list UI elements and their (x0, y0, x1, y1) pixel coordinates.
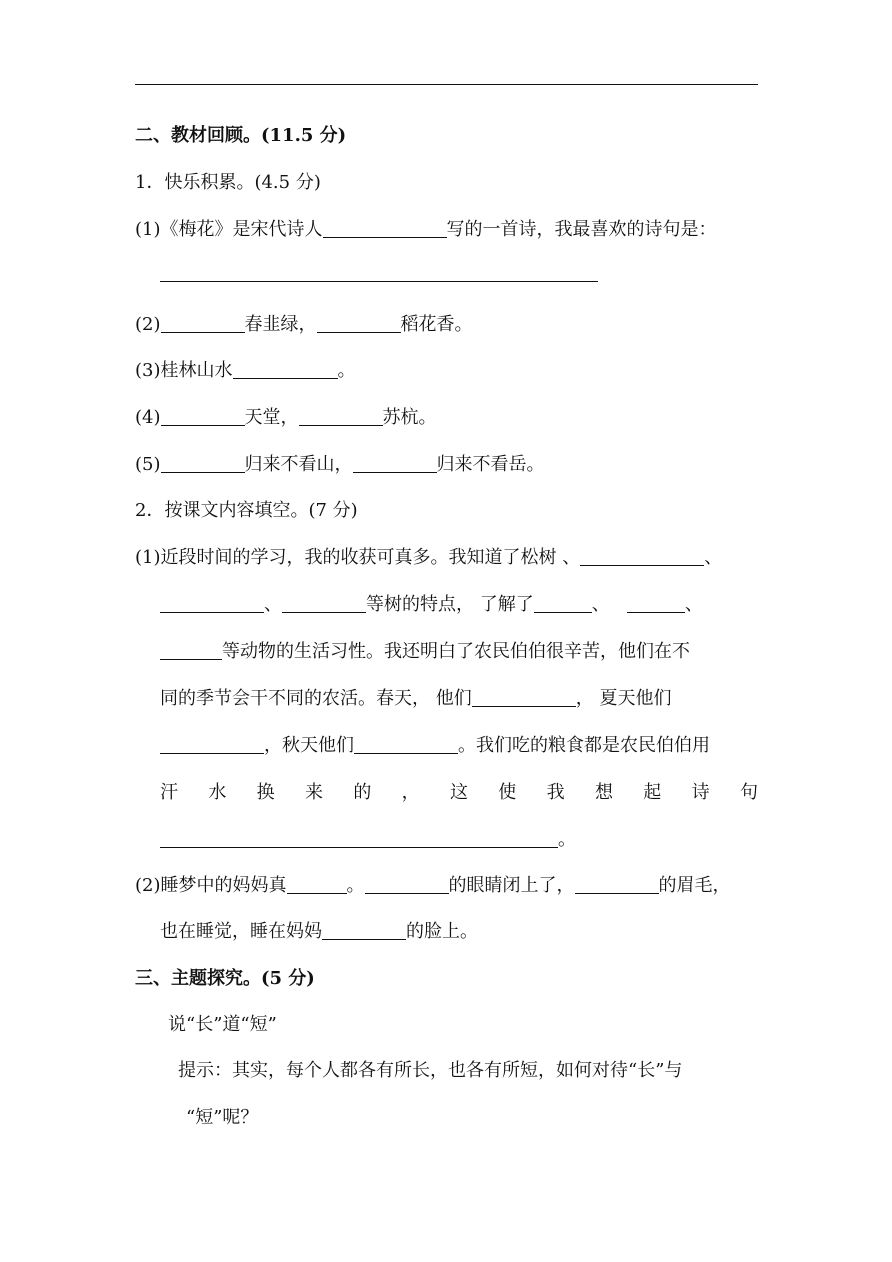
q2-p2-text: 也在睡觉，睡在妈妈 (160, 921, 322, 942)
q2-p1-text: 同的季节会干不同的农活。春天， 他们 (160, 688, 472, 709)
q2-p2-text: (2)睡梦中的妈妈真 (135, 875, 287, 896)
q1-item5-text-c: 归来不看岳。 (436, 454, 545, 475)
answer-blank[interactable] (161, 407, 245, 426)
q2-title: 2．按课文内容填空。(7 分) (135, 500, 358, 521)
q2-p2-line1 (135, 874, 731, 898)
q1-title: 1．快乐积累。(4.5 分) (135, 172, 321, 193)
q2-p2-line2 (160, 920, 478, 944)
answer-blank[interactable] (160, 263, 598, 282)
answer-blank[interactable] (472, 688, 576, 707)
answer-blank[interactable] (299, 407, 383, 426)
q2-p1-text: 、 (684, 594, 703, 615)
char: 来 (304, 782, 323, 803)
answer-blank[interactable] (323, 219, 447, 238)
char: 这 (449, 782, 468, 803)
answer-blank[interactable] (160, 829, 558, 848)
q1-item2 (135, 313, 473, 337)
q1-item5-text-b: 归来不看山， (244, 454, 353, 475)
char: 句 (739, 782, 758, 803)
top-rule (135, 84, 758, 85)
answer-blank[interactable] (161, 454, 245, 473)
q2-p1-text: 等树的特点， 了解了 (366, 594, 534, 615)
answer-blank[interactable] (354, 735, 458, 754)
q2-p2-text: 。 (346, 875, 365, 896)
char: 水 (208, 782, 227, 803)
q2-p1-text: 、 (704, 547, 723, 568)
q1-item4-text-a: (4) (135, 407, 161, 428)
answer-blank[interactable] (317, 314, 401, 333)
q2-p1-line1 (135, 546, 722, 570)
answer-blank[interactable] (160, 735, 264, 754)
q2-p1-line6 (160, 781, 758, 805)
answer-blank[interactable] (580, 547, 704, 566)
answer-blank[interactable] (365, 875, 449, 894)
answer-blank[interactable] (322, 921, 406, 940)
q2-p1-line7 (160, 828, 576, 852)
q2-p2-text: 的眼睛闭上了， (448, 875, 575, 896)
answer-blank[interactable] (353, 454, 437, 473)
q1-item4-text-b: 天堂， (244, 407, 299, 428)
q1-item5-text-a: (5) (135, 454, 161, 475)
q2-p1-text: (1)近段时间的学习，我的收获可真多。我知道了松树 、 (135, 547, 581, 568)
q1-item3-text-a: (3)桂林山水 (135, 360, 233, 381)
char: 起 (643, 782, 662, 803)
section3-tip-line2: “短”呢？ (186, 1107, 259, 1128)
q1-item1 (135, 218, 717, 242)
q1-item3-text-b: 。 (337, 360, 356, 381)
answer-blank[interactable] (287, 875, 347, 894)
q2-p1-text: 等动物的生活习性。我还明白了农民伯伯很辛苦，他们在不 (222, 641, 690, 662)
q1-item4 (135, 406, 437, 430)
q2-p1-text: 。我们吃的粮食都是农民伯伯用 (458, 735, 710, 756)
answer-blank[interactable] (160, 594, 264, 613)
q1-item3 (135, 359, 356, 383)
q2-p1-text: 、 (591, 594, 610, 615)
section3-heading: 三、主题探究。(5 分) (135, 968, 315, 989)
section2-heading: 二、教材回顾。(11.5 分) (135, 125, 347, 146)
answer-blank[interactable] (282, 594, 366, 613)
char: 想 (594, 782, 613, 803)
q1-item2-text-c: 稻花香。 (400, 314, 473, 335)
q1-item1-text-b: 写的一首诗，我最喜欢的诗句是： (446, 219, 717, 240)
q2-p2-text: 的脸上。 (406, 921, 478, 942)
char: 汗 (160, 782, 178, 803)
q2-p1-text: ， 夏天他们 (575, 688, 672, 709)
q2-p1-line5 (160, 734, 710, 758)
char: 诗 (691, 782, 710, 803)
char: 使 (498, 782, 517, 803)
answer-blank[interactable] (160, 641, 222, 660)
section3-tip-line1: 提示：其实，每个人都各有所长，也各有所短，如何对待“长”与 (178, 1060, 683, 1081)
char: 的 (353, 782, 372, 803)
q2-p1-line4 (160, 687, 671, 711)
q2-p1-line3 (160, 640, 690, 664)
q1-item2-text-a: (2) (135, 314, 161, 335)
char: 我 (546, 782, 565, 803)
answer-blank[interactable] (575, 875, 659, 894)
q2-p1-text: 。 (558, 829, 576, 850)
q1-item1-text-a: (1)《梅花》是宋代诗人 (135, 219, 323, 240)
q1-item2-text-b: 春韭绿， (244, 314, 317, 335)
q2-p1-text: ，秋天他们 (264, 735, 354, 756)
char: ， (401, 782, 420, 803)
q1-item5 (135, 453, 545, 477)
q1-item4-text-c: 苏杭。 (382, 407, 437, 428)
answer-blank[interactable] (627, 594, 685, 613)
q1-item1-line2 (160, 262, 598, 286)
q2-p1-text: 、 (264, 594, 282, 615)
answer-blank[interactable] (233, 360, 338, 379)
answer-blank[interactable] (534, 594, 592, 613)
q2-p2-text: 的眉毛， (658, 875, 731, 896)
section3-subtitle: 说“长”道“短” (168, 1014, 277, 1035)
char: 换 (256, 782, 275, 803)
q2-p1-line2 (160, 593, 703, 617)
answer-blank[interactable] (161, 314, 245, 333)
